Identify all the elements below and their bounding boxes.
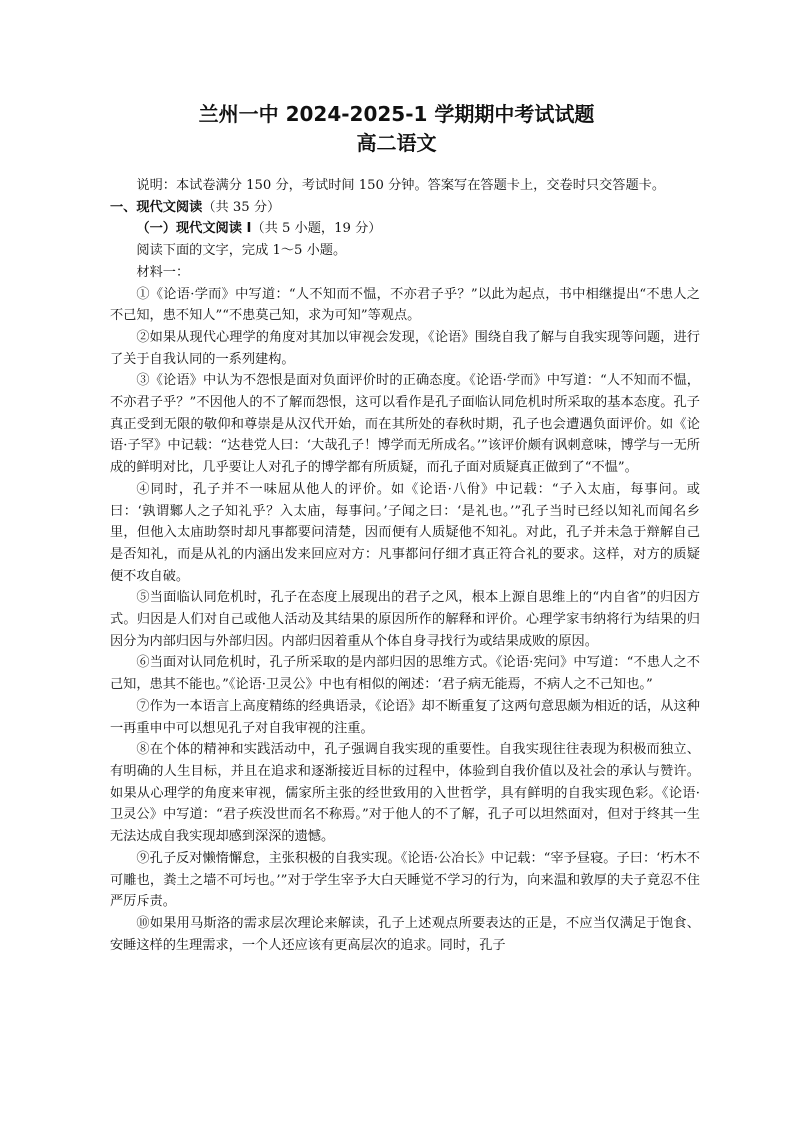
section-points: （共 35 分）	[202, 199, 281, 215]
paragraph-4: ④同时，孔子并不一味屈从他人的评价。如《论语·八佾》中记载：“子入太庙，每事问。或曰：‘孰谓鄹人之子知礼乎？入太庙，每事问。’子闻之曰：‘是礼也。’”孔子当时已经以知礼而闻名乡里，但他入太庙助祭时却凡事都要问清楚，因而便有人质疑他不知礼。对此，孔子并未急于辩解自己是否知礼，而是从礼的内涵出发来回应对方：凡事都问仔细才真正符合礼的要求。这样，对方的质疑便不攻自破。	[110, 481, 700, 584]
subsection-points: （共 5 小题，19 分）	[251, 221, 382, 237]
subsection-title: （一）现代文阅读 I	[136, 221, 252, 237]
paragraph-7: ⑦作为一本语言上高度精练的经典语录，《论语》却不断重复了这两句意思颇为相近的话，从这种一再重申中可以想见孔子对自我审视的注重。	[110, 698, 700, 736]
paragraph-1: ①《论语·学而》中写道：“人不知而不愠，不亦君子乎？”以此为起点，书中相继提出“不患人之不己知，患不知人”“不患莫己知，求为可知”等观点。	[110, 286, 700, 324]
exam-title: 兰州一中 2024-2025-1 学期期中考试试题	[198, 102, 595, 126]
section-heading	[110, 197, 700, 219]
subsection-heading	[110, 218, 700, 240]
paragraph-8: ⑧在个体的精神和实践活动中，孔子强调自我实现的重要性。自我实现往往表现为积极而独立、有明确的人生目标，并且在追求和逐渐接近目标的过程中，体验到自我价值以及社会的承认与赞许。如果从心理学的角度来审视，儒家所主张的经世致用的入世哲学，具有鲜明的自我实现色彩。《论语·卫灵公》中写道：“君子疾没世而名不称焉。”对于他人的不了解，孔子可以坦然面对，但对于终其一生无法达成自我实现却感到深深的遗憾。	[110, 742, 700, 845]
exam-subject: 高二语文	[356, 131, 437, 155]
paragraph-9: ⑨孔子反对懒惰懈怠，主张积极的自我实现。《论语·公冶长》中记载：“宰予昼寝。子曰：‘朽木不可雕也，粪土之墙不可圬也。’”对于学生宰予大白天睡觉不学习的行为，向来温和敦厚的夫子竟忍不住严厉斥责。	[110, 850, 700, 910]
section-title: 一、现代文阅读	[110, 199, 203, 215]
paragraph-2: ②如果从现代心理学的角度对其加以审视会发现，《论语》围绕自我了解与自我实现等问题，进行了关于自我认同的一系列建构。	[110, 329, 700, 367]
instructions: 说明：本试卷满分 150 分，考试时间 150 分钟。答案写在答题卡上，交卷时只交答题卡。	[136, 178, 666, 193]
material-label: 材料一：	[136, 264, 190, 280]
paragraph-6: ⑥当面对认同危机时，孔子所采取的是内部归因的思维方式。《论语·宪问》中写道：“不患人之不己知，患其不能也。”《论语·卫灵公》中也有相似的阐述：‘君子病无能焉，不病人之不己知也。”	[110, 655, 700, 693]
exam-body	[110, 175, 700, 956]
paragraph-5: ⑤当面临认同危机时，孔子在态度上展现出的君子之风，根本上源自思维上的“内自省”的归因方式。归因是人们对自己或他人活动及其结果的原因所作的解释和评价。心理学家韦纳将行为结果的归因分为内部归因与外部归因。内部归因着重从个体自身寻找行为或结果成败的原因。	[110, 590, 700, 649]
paragraph-3: ③《论语》中认为不怨恨是面对负面评价时的正确态度。《论语·学而》中写道：“人不知而不愠，不亦君子乎？”不因他人的不了解而怨恨，这可以看作是孔子面临认同危机时所采取的基本态度。孔子真正受到无限的敬仰和尊崇是从汉代开始，而在其所处的春秋时期，孔子也会遭遇负面评价。如《论语·子罕》中记载：“达巷党人曰：‘大哉孔子！博学而无所成名。’”该评价颇有讽刺意味，博学与一无所成的鲜明对比，几乎要让人对孔子的博学都有所质疑，而孔子面对质疑真正做到了“不愠”。	[110, 373, 700, 476]
reading-prompt: 阅读下面的文字，完成 1～5 小题。	[136, 243, 347, 259]
paragraph-10: ⑩如果用马斯洛的需求层次理论来解读，孔子上述观点所要表达的正是，不应当仅满足于饱食、安睡这样的生理需求，一个人还应该有更高层次的追求。同时，孔子	[110, 915, 700, 953]
